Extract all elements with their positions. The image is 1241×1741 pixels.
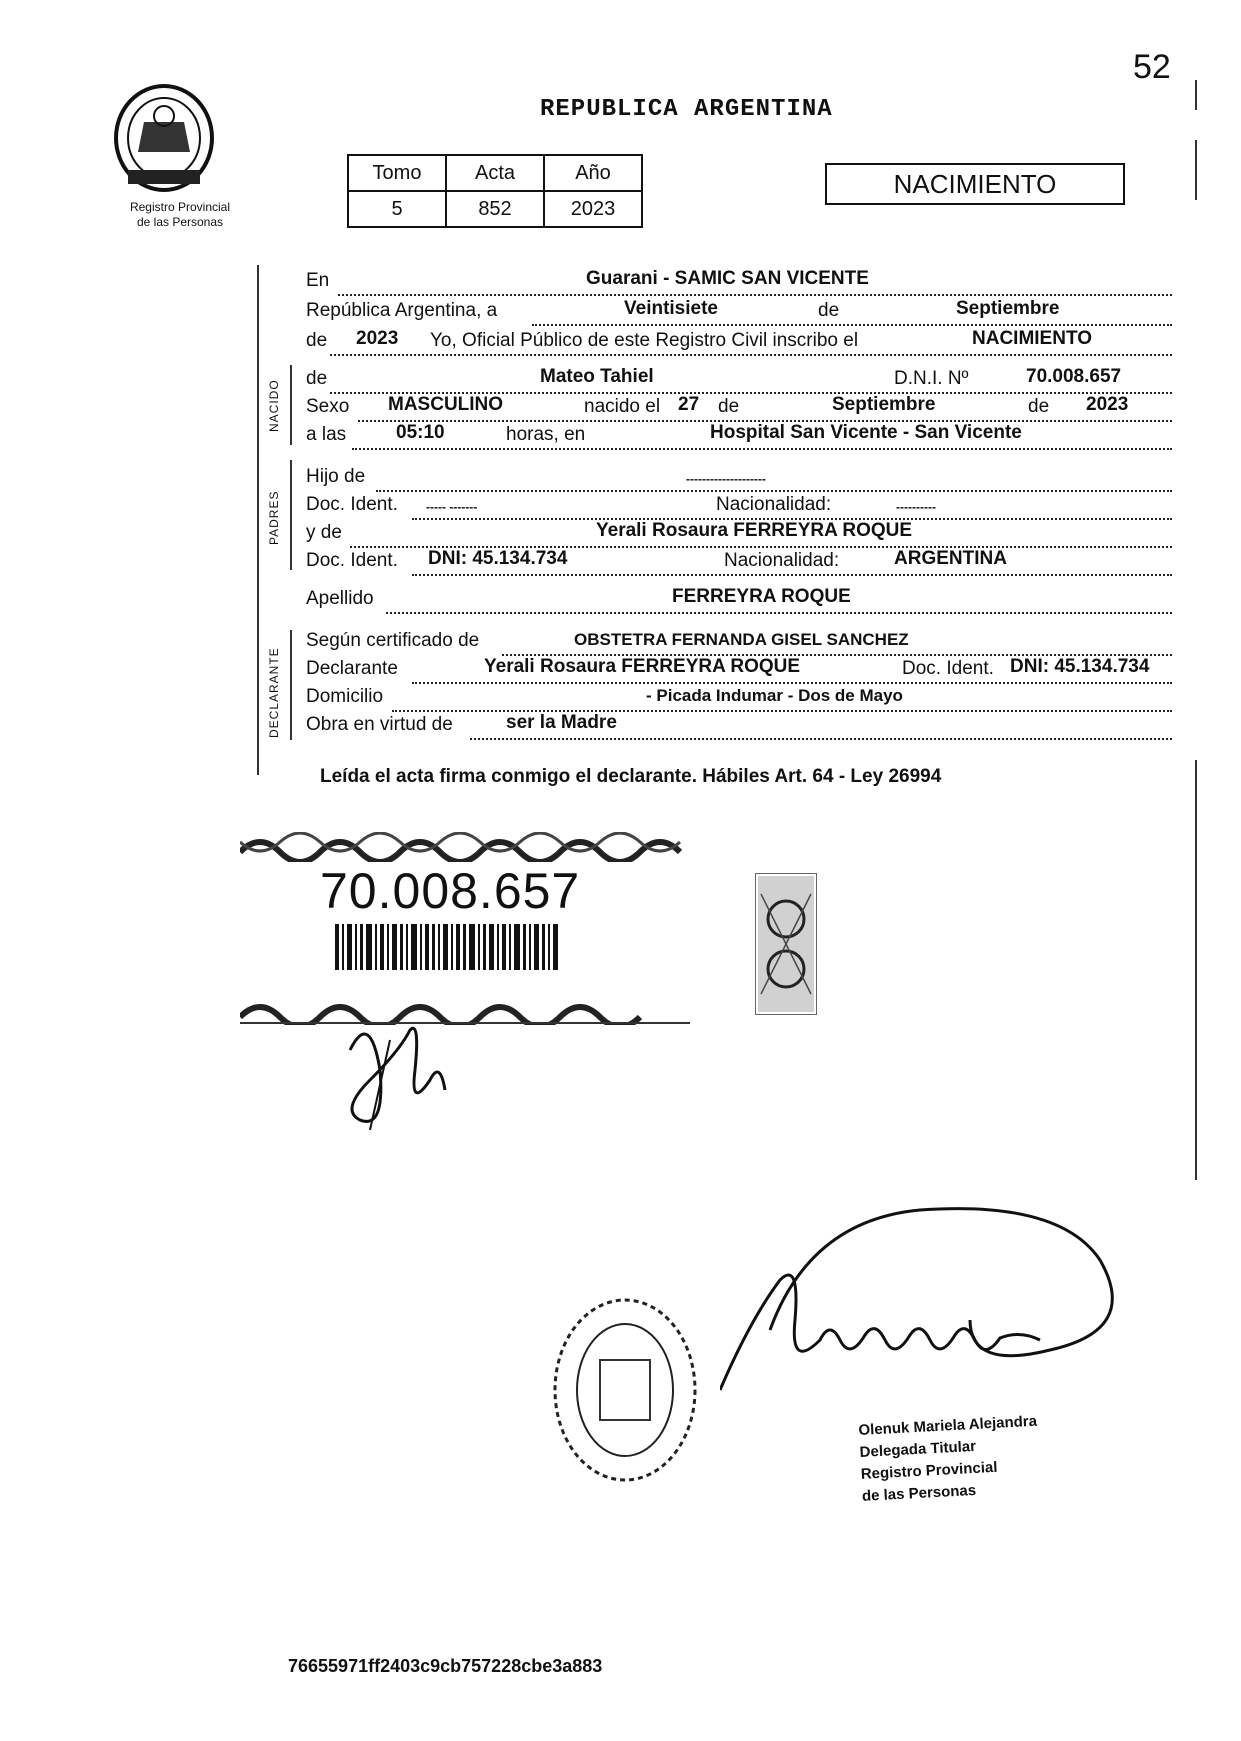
document-hash: 76655971ff2403c9cb757228cbe3a883 — [288, 1656, 603, 1676]
dotted-line — [330, 354, 1172, 356]
acta-table-values — [348, 191, 642, 227]
signer-office-2: de las Personas — [861, 1481, 977, 1505]
row-segun — [306, 628, 1172, 656]
value-certifier: OBSTETRA FERNANDA GISEL SANCHEZ — [574, 630, 909, 649]
signer-office: Registro Provincial — [860, 1458, 998, 1483]
text-oficial: Yo, Oficial Público de este Registro Civil inscribo el — [430, 330, 859, 351]
stamp-number: 70.008.657 — [320, 863, 581, 919]
official-signature-icon — [720, 1200, 1150, 1430]
nacido-bracket — [290, 365, 292, 445]
row-year — [306, 328, 1172, 356]
row-sexo — [306, 394, 1172, 422]
value-address: - Picada Indumar - Dos de Mayo — [646, 686, 903, 705]
closing-statement: Leída el acta firma conmigo el declarante. Hábiles Art. 64 - Ley 26994 — [320, 766, 942, 787]
side-label-nacido: NACIDO — [267, 379, 281, 432]
value-father: -------------------- — [686, 472, 766, 486]
label-en: En — [306, 270, 330, 291]
value-place: Guarani - SAMIC SAN VICENTE — [586, 268, 869, 289]
value-anio: 2023 — [544, 191, 642, 227]
label-de: de — [718, 396, 740, 417]
label-segun-certificado: Según certificado de — [306, 630, 480, 651]
header-anio: Año — [544, 155, 642, 191]
label-horas-en: horas, en — [506, 424, 586, 445]
act-type-box: NACIMIENTO — [825, 163, 1125, 205]
dotted-line — [338, 294, 1172, 296]
provincial-seal-icon — [108, 82, 220, 194]
row-name — [306, 366, 1172, 394]
declarante-bracket — [290, 630, 292, 740]
row-y-de — [306, 520, 1172, 548]
value-declarant: Yerali Rosaura FERREYRA ROQUE — [484, 656, 801, 677]
value-surname: FERREYRA ROQUE — [672, 586, 851, 607]
label-domicilio: Domicilio — [306, 686, 384, 707]
label-nacionalidad: Nacionalidad: — [724, 550, 840, 571]
page-number: 52 — [1133, 48, 1171, 86]
left-margin-line — [257, 265, 259, 775]
value-day-words: Veintisiete — [624, 298, 718, 319]
side-label-declarante: DECLARANTE — [267, 647, 281, 738]
label-doc-ident: Doc. Ident. — [902, 658, 994, 679]
acta-table — [347, 154, 643, 228]
label-de: de — [818, 300, 840, 321]
value-sexo: MASCULINO — [388, 394, 504, 415]
header-tomo: Tomo — [348, 155, 446, 191]
label-a-las: a las — [306, 424, 347, 445]
handwritten-signature-icon — [330, 1010, 450, 1140]
value-father-doc: ----- ------- — [426, 500, 478, 514]
right-margin-mark — [1195, 80, 1197, 110]
label-doc-ident: Doc. Ident. — [306, 494, 398, 515]
label-hijo-de: Hijo de — [306, 466, 366, 487]
row-republica — [306, 298, 1172, 326]
dotted-line — [386, 612, 1172, 614]
value-birth-year: 2023 — [1086, 394, 1129, 415]
value-relationship: ser la Madre — [506, 712, 617, 733]
country-title: REPUBLICA ARGENTINA — [540, 96, 833, 123]
value-birth-month: Septiembre — [832, 394, 936, 415]
row-domicilio — [306, 684, 1172, 712]
label-obra-en-virtud: Obra en virtud de — [306, 714, 453, 735]
label-republica: República Argentina, a — [306, 300, 498, 321]
row-obra — [306, 712, 1172, 740]
value-birth-place: Hospital San Vicente - San Vicente — [710, 422, 1022, 443]
row-doc-mother — [306, 548, 1172, 576]
label-nacido-el: nacido el — [584, 396, 661, 417]
label-de: de — [306, 368, 328, 389]
value-month: Septiembre — [956, 298, 1060, 319]
value-mother-nationality: ARGENTINA — [894, 548, 1007, 569]
value-child-dni: 70.008.657 — [1026, 366, 1122, 387]
value-father-nationality: ---------- — [896, 500, 936, 514]
dotted-line — [532, 324, 1172, 326]
dotted-line — [470, 738, 1172, 740]
value-act-registered: NACIMIENTO — [972, 328, 1092, 349]
value-acta: 852 — [446, 191, 544, 227]
registry-caption — [80, 200, 280, 230]
value-tomo: 5 — [348, 191, 446, 227]
value-birth-time: 05:10 — [396, 422, 445, 443]
row-alas — [306, 422, 1172, 450]
label-declarante: Declarante — [306, 658, 398, 679]
value-child-name: Mateo Tahiel — [540, 366, 654, 387]
security-band-top-icon — [240, 832, 690, 862]
side-label-padres: PADRES — [267, 490, 281, 545]
hospital-round-stamp-icon — [545, 1290, 705, 1490]
row-doc-father — [306, 492, 1172, 520]
dotted-line — [412, 574, 1172, 576]
barcode-icon — [335, 924, 560, 970]
label-y-de: y de — [306, 522, 342, 543]
value-year: 2023 — [356, 328, 399, 349]
registry-line-1: Registro Provincial — [129, 200, 231, 214]
security-band-bottom-icon — [240, 995, 690, 1025]
row-declarante — [306, 656, 1172, 684]
signer-role: Delegada Titular — [859, 1437, 977, 1461]
label-apellido: Apellido — [306, 588, 374, 609]
label-nacionalidad: Nacionalidad: — [716, 494, 832, 515]
value-mother: Yerali Rosaura FERREYRA ROQUE — [596, 520, 913, 541]
label-dni: D.N.I. Nº — [894, 368, 969, 389]
row-apellido — [306, 586, 1172, 614]
hologram-seal-icon — [755, 873, 817, 1015]
signer-block — [858, 1411, 1041, 1508]
row-hijo — [306, 464, 1172, 492]
label-de: de — [1028, 396, 1050, 417]
right-margin-line — [1195, 760, 1197, 1180]
label-doc-ident: Doc. Ident. — [306, 550, 398, 571]
right-margin-mark — [1195, 140, 1197, 200]
label-de: de — [306, 330, 328, 351]
value-mother-doc: DNI: 45.134.734 — [428, 548, 568, 569]
signer-name: Olenuk Mariela Alejandra — [858, 1412, 1038, 1439]
dotted-line — [352, 448, 1172, 450]
registry-line-2: de las Personas — [136, 215, 224, 229]
label-sexo: Sexo — [306, 396, 350, 417]
value-declarant-doc: DNI: 45.134.734 — [1010, 656, 1150, 677]
padres-bracket — [290, 460, 292, 570]
row-en — [306, 268, 1172, 296]
acta-table-header — [348, 155, 642, 191]
value-birth-day: 27 — [678, 394, 700, 415]
header-acta: Acta — [446, 155, 544, 191]
